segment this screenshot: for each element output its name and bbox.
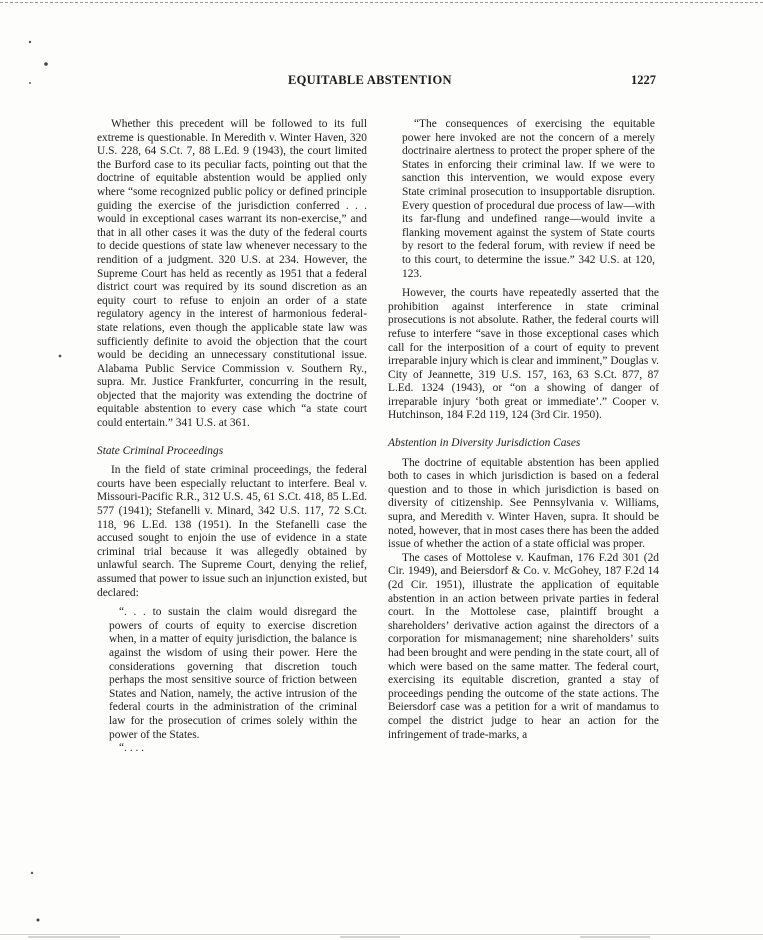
left-column (97, 118, 367, 756)
scan-speck (59, 355, 62, 358)
paragraph-criminal: In the field of state criminal proceedings, the federal courts have been especially reluctant to interfere. Beal v. Missouri-Pacific R.R., 312 U.S. 45, 61 S.Ct. 418, 85 L.Ed. 577 (1941); Stefanelli v. Minard, 342 U.S. 117, 72 S.Ct. 118, 96 L.Ed. 138 (1951). In the Stefanelli case the accused sought to enjoin the use of evidence in a state criminal trial because it was allegedly obtained by unlawful search. The Supreme Court, denying the relief, assumed that power to issue such an injunction existed, but declared: (97, 464, 367, 599)
scan-bottom-edge (0, 934, 763, 935)
scan-speck (44, 62, 48, 66)
scan-speck (37, 919, 40, 922)
blockquote-stefanelli: “. . . to sustain the claim would disregard the powers of courts of equity to exercise discretion when, in a matter of equity jurisdiction, the balance is against the wisdom of using their power. Here the considerations governing that discretion touch perhaps the most sensitive source of friction between States and Nation, namely, the active intrusion of the federal courts in the administration of the criminal law for the prosecution of crimes solely within the power of the States. (109, 606, 357, 741)
paragraph-meredith: Whether this precedent will be followed to its full extreme is questionable. In Meredith v. Winter Haven, 320 U.S. 228, 64 S.Ct. 7, 88 L.Ed. 9 (1943), the court limited the Burford case to its peculiar facts, pointing out that the doctrine of equitable abstention would be applied only where “some recognized public policy or defined principle guiding the exercise of the jurisdiction conferred . . . would in exceptional cases warrant its non-exercise,” and that in all other cases it was the duty of the federal courts to decide questions of state law whenever necessary to the rendition of a judgment. 320 U.S. at 234. However, the Supreme Court has held as recently as 1951 that a federal district court was required by its sound discretion as an equity court to refuse to enjoin an order of a state regulatory agency in the interest of harmonious federal-state relations, even though the applicable state law was sufficiently definite to avoid the objection that the court would be deciding an unnecessary constitutional issue. Alabama Public Service Commission v. Southern Ry., supra. Mr. Justice Frankfurter, concurring in the result, objected that the majority was extending the doctrine of equitable abstention to every case which “a state court could entertain.” 341 U.S. at 361. (97, 118, 367, 430)
page-number: 1227 (631, 73, 656, 87)
running-header (0, 73, 763, 89)
paragraph-mottolese: The cases of Mottolese v. Kaufman, 176 F.2d 301 (2d Cir. 1949), and Beiersdorf & Co. v. McGohey, 187 F.2d 14 (2d Cir. 1951), illustrate the application of equitable abstention in an action between private parties in federal court. In the Mottolese case, plaintiff brought a shareholders’ derivative action against the directors of a corporation for mismanagement; nine shareholders’ suits had been brought and were pending in the state court, all of which were based on the same matter. The federal court, exercising its equitable discretion, granted a stay of proceedings pending the outcome of the state actions. The Beiersdorf case was a petition for a writ of mandamus to compel the district judge to hear an action for the infringement of trade-marks, a (388, 551, 659, 741)
section-heading-criminal: State Criminal Proceedings (97, 444, 224, 457)
blockquote-consequences: “The consequences of exercising the equitable power here invoked are not the concern of a merely doctrinaire alertness to protect the proper sphere of the States in enforcing their criminal law. If we were to sanction this intervention, we would expose every State criminal prosecution to insupportable disruption. Every question of procedural due process of law—with its far-flung and undefined range—would invite a flanking movement against the system of State courts by resort to the federal forum, with review if need be to this court, to determine the issue.” 342 U.S. at 120, 123. (402, 118, 655, 280)
scan-speck (31, 872, 33, 874)
paragraph-not-absolute: However, the courts have repeatedly asserted that the prohibition against interference in state criminal prosecutions is not absolute. Rather, the federal courts will refuse to interfere “save in those exceptional cases which call for the interposition of a court of equity to prevent irreparable injury which is clear and imminent,” Douglas v. City of Jeannette, 319 U.S. 157, 163, 63 S.Ct. 877, 87 L.Ed. 1324 (1943), or “on a showing of danger of irreparable injury ‘both great or immediate’.” Cooper v. Hutchinson, 184 F.2d 119, 124 (3rd Cir. 1950). (388, 287, 659, 422)
quote-ellipsis: “. . . . (119, 742, 144, 755)
scan-speck (29, 41, 31, 43)
section-heading-diversity: Abstention in Diversity Jurisdiction Cases (388, 437, 581, 450)
right-column (388, 118, 659, 742)
paragraph-diversity: The doctrine of equitable abstention has been applied both to cases in which jurisdiction is based on a federal question and to those in which jurisdiction is based on diversity of citizenship. See Pennsylvania v. Williams, supra, and Meredith v. Winter Haven, supra. It should be noted, however, that in most cases there has been the added issue of whether the action of a state official was proper. (388, 456, 659, 551)
running-title: EQUITABLE ABSTENTION (288, 73, 452, 87)
